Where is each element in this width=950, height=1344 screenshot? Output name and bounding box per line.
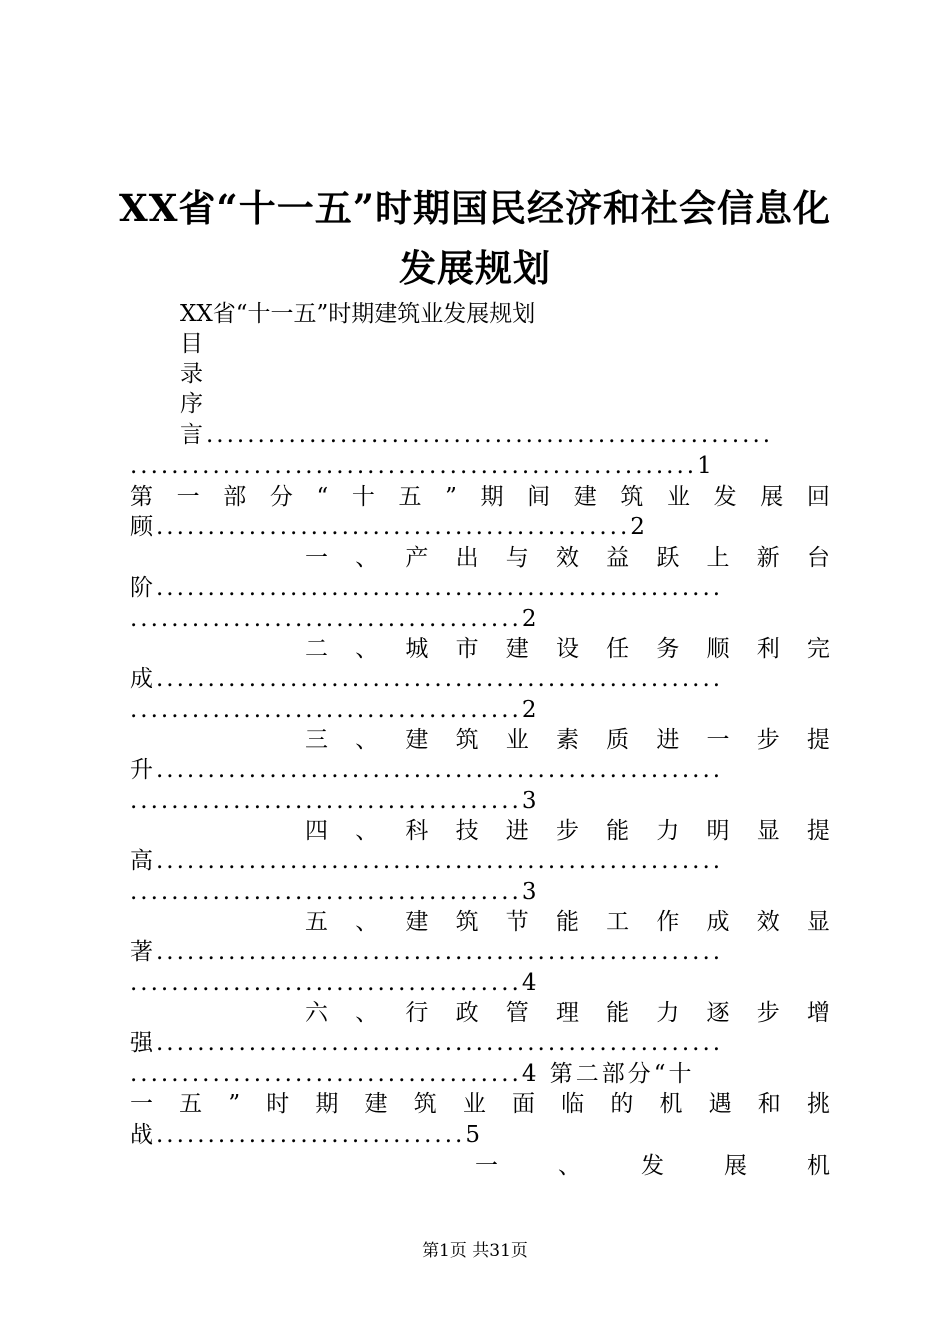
toc-char: 间 — [527, 484, 551, 510]
toc-char: 能 — [555, 909, 579, 935]
toc-char: 政 — [455, 1000, 479, 1026]
toc-char: 城 — [405, 636, 429, 662]
toc-char: 建 — [573, 484, 597, 510]
toc-char: 筑 — [455, 727, 479, 753]
toc-line: ......................................2 — [130, 697, 540, 723]
toc-char: 步 — [756, 1000, 780, 1026]
toc-char: 显 — [756, 818, 780, 844]
toc-char: 显 — [806, 909, 830, 935]
toc-char: 、 — [355, 909, 379, 935]
toc-line: 著....................................................... — [130, 939, 724, 965]
toc-line: 顾..............................................2 — [130, 514, 648, 540]
toc-char: 力 — [656, 818, 680, 844]
toc-char: 利 — [756, 636, 780, 662]
toc-char: 、 — [355, 1000, 379, 1026]
toc-char: 建 — [405, 727, 429, 753]
toc-char: 增 — [806, 1000, 830, 1026]
toc-char: 、 — [355, 818, 379, 844]
toc-line: 升....................................................... — [130, 757, 724, 783]
toc-line-justified — [130, 482, 830, 512]
toc-line: .......................................................1 — [130, 453, 715, 479]
toc-char: 挑 — [806, 1091, 830, 1117]
toc-line: ......................................2 — [130, 606, 540, 632]
toc-char: 五 — [179, 1091, 203, 1117]
toc-char: 任 — [606, 636, 630, 662]
toc-char: 一 — [130, 1091, 153, 1117]
toc-char: 逐 — [706, 1000, 730, 1026]
toc-char: 行 — [405, 1000, 429, 1026]
toc-char: 期 — [315, 1091, 339, 1117]
toc-char: 展 — [724, 1153, 747, 1179]
toc-char: 机 — [659, 1091, 683, 1117]
toc-char: 步 — [756, 727, 780, 753]
toc-line-justified — [130, 1089, 830, 1119]
toc-char: 成 — [706, 909, 730, 935]
toc-char: 一 — [305, 545, 328, 571]
toc-char: 进 — [505, 818, 529, 844]
toc-char: 产 — [405, 545, 429, 571]
toc-char: 部 — [223, 484, 247, 510]
toc-char: 力 — [656, 1000, 680, 1026]
page-footer: 第1页 共31页 — [422, 1241, 528, 1261]
toc-preface-dots: 言....................................................... — [180, 422, 774, 448]
toc-char: ” — [228, 1091, 241, 1117]
toc-char: 理 — [555, 1000, 579, 1026]
toc-char: 业 — [505, 727, 529, 753]
toc-line: 高....................................................... — [130, 848, 724, 874]
toc-char: 效 — [756, 909, 780, 935]
toc-char: 临 — [561, 1091, 585, 1117]
toc-char: 期 — [480, 484, 504, 510]
toc-preface-char-1: 序 — [180, 391, 203, 417]
toc-char: 的 — [610, 1091, 634, 1117]
toc-line: 强....................................................... — [130, 1030, 724, 1056]
toc-char: 分 — [269, 484, 293, 510]
toc-char: 遇 — [708, 1091, 732, 1117]
toc-char: 益 — [606, 545, 630, 571]
toc-char: 能 — [606, 1000, 630, 1026]
toc-char: 筑 — [620, 484, 644, 510]
toc-char: 十 — [351, 484, 375, 510]
toc-char: 明 — [706, 818, 730, 844]
toc-line-justified — [305, 907, 830, 937]
toc-char: 进 — [656, 727, 680, 753]
toc-line: ......................................4 第二部分“十 — [130, 1061, 695, 1087]
toc-char: 时 — [266, 1091, 290, 1117]
toc-line-justified — [305, 998, 830, 1028]
toc-line: 阶....................................................... — [130, 575, 724, 601]
toc-char: 一 — [176, 484, 200, 510]
toc-char: 五 — [305, 909, 328, 935]
toc-char: 工 — [606, 909, 630, 935]
toc-char: 建 — [405, 909, 429, 935]
toc-line: 战..............................5 — [130, 1122, 483, 1148]
toc-char: 管 — [505, 1000, 529, 1026]
toc-char: 完 — [806, 636, 830, 662]
toc-char: 作 — [656, 909, 680, 935]
toc-char: 与 — [505, 545, 529, 571]
toc-char: 提 — [806, 818, 830, 844]
toc-char: 业 — [667, 484, 691, 510]
toc-char: 上 — [706, 545, 730, 571]
toc-char: “ — [316, 484, 329, 510]
toc-char: 业 — [462, 1091, 486, 1117]
toc-line: ......................................3 — [130, 788, 540, 814]
toc-line-justified — [305, 543, 830, 573]
toc-char: 、 — [355, 545, 379, 571]
toc-char: 台 — [806, 545, 830, 571]
toc-line-justified — [305, 634, 830, 664]
toc-char: ” — [445, 484, 457, 510]
toc-char: 第 — [130, 484, 153, 510]
toc-char: 和 — [757, 1091, 781, 1117]
toc-line-justified — [305, 816, 830, 846]
toc-char: 、 — [558, 1153, 581, 1179]
toc-char: 新 — [756, 545, 780, 571]
toc-char: 一 — [475, 1153, 498, 1179]
toc-char: 顺 — [706, 636, 730, 662]
toc-char: 科 — [405, 818, 429, 844]
toc-line: ......................................4 — [130, 970, 540, 996]
toc-char: 展 — [760, 484, 784, 510]
toc-char: 步 — [555, 818, 579, 844]
document-subtitle: XX省“十一五”时期建筑业发展规划 — [180, 301, 536, 327]
toc-char: 务 — [656, 636, 680, 662]
toc-char: 三 — [305, 727, 328, 753]
toc-char: 一 — [706, 727, 730, 753]
toc-heading-char-2: 录 — [180, 361, 203, 387]
toc-char: 、 — [355, 727, 379, 753]
toc-char: 六 — [305, 1000, 328, 1026]
toc-char: 提 — [806, 727, 830, 753]
toc-line: ......................................3 — [130, 879, 540, 905]
toc-char: 节 — [505, 909, 529, 935]
toc-char: 、 — [355, 636, 379, 662]
toc-char: 跃 — [656, 545, 680, 571]
document-title-line-1: XX省“十一五”时期国民经济和社会信息化 — [119, 186, 831, 230]
document-title-line-2: 发展规划 — [399, 246, 551, 290]
toc-char: 建 — [505, 636, 529, 662]
toc-char: 二 — [305, 636, 328, 662]
toc-char: 机 — [807, 1153, 830, 1179]
toc-char: 筑 — [413, 1091, 437, 1117]
toc-char: 市 — [455, 636, 479, 662]
toc-heading-char-1: 目 — [180, 331, 203, 357]
toc-char: 素 — [555, 727, 579, 753]
toc-char: 设 — [555, 636, 579, 662]
toc-char: 发 — [641, 1153, 664, 1179]
toc-char: 效 — [555, 545, 579, 571]
toc-line: 成....................................................... — [130, 666, 724, 692]
toc-char: 出 — [455, 545, 479, 571]
toc-char: 四 — [305, 818, 328, 844]
toc-char: 五 — [398, 484, 422, 510]
toc-char: 面 — [512, 1091, 536, 1117]
toc-char: 筑 — [455, 909, 479, 935]
toc-line-justified — [475, 1151, 830, 1181]
toc-line-justified — [305, 725, 830, 755]
toc-char: 能 — [606, 818, 630, 844]
toc-char: 质 — [606, 727, 630, 753]
toc-char: 回 — [806, 484, 830, 510]
toc-char: 技 — [455, 818, 479, 844]
toc-char: 发 — [713, 484, 737, 510]
toc-char: 建 — [364, 1091, 388, 1117]
